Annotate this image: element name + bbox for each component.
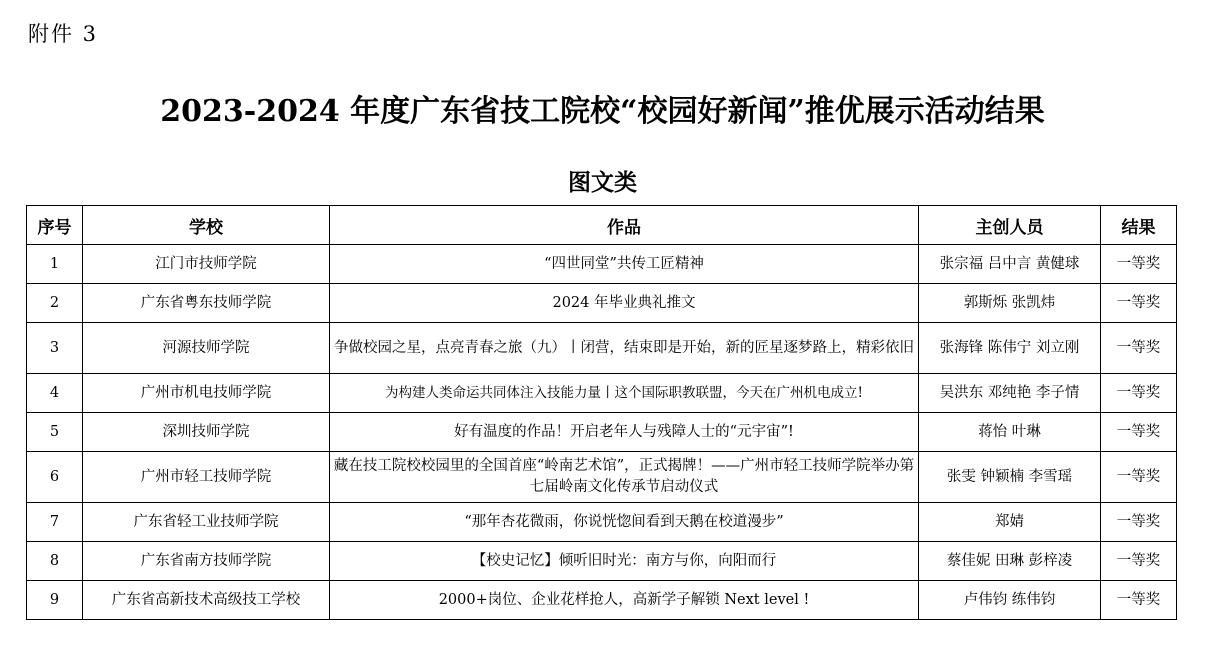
column-header-creators: 主创人员 [919, 206, 1101, 245]
cell-work: 2000+岗位、企业花样抢人，高新学子解锁 Next level ! [330, 581, 919, 620]
cell-school: 深圳技师学院 [83, 413, 330, 452]
table-row [27, 413, 1177, 452]
table-row [27, 542, 1177, 581]
cell-result: 一等奖 [1101, 413, 1177, 452]
table-row [27, 245, 1177, 284]
table-row [27, 323, 1177, 374]
cell-no: 1 [27, 245, 83, 284]
cell-creators: 张雯 钟颖楠 李雪瑶 [919, 452, 1101, 503]
cell-creators: 张海锋 陈伟宁 刘立刚 [919, 323, 1101, 374]
cell-no: 4 [27, 374, 83, 413]
cell-no: 7 [27, 503, 83, 542]
cell-no: 8 [27, 542, 83, 581]
cell-school: 广东省南方技师学院 [83, 542, 330, 581]
cell-work: 2024 年毕业典礼推文 [330, 284, 919, 323]
cell-no: 5 [27, 413, 83, 452]
cell-no: 3 [27, 323, 83, 374]
table-row [27, 503, 1177, 542]
cell-creators: 郑婧 [919, 503, 1101, 542]
cell-school: 广东省高新技术高级技工学校 [83, 581, 330, 620]
cell-no: 9 [27, 581, 83, 620]
cell-work: “那年杏花微雨，你说恍惚间看到天鹅在校道漫步” [330, 503, 919, 542]
cell-creators: 张宗福 吕中言 黄健球 [919, 245, 1101, 284]
cell-work: 藏在技工院校校园里的全国首座“岭南艺术馆”，正式揭牌！——广州市轻工技师学院举办第七届岭南文化传承节启动仪式 [330, 452, 919, 503]
cell-result: 一等奖 [1101, 374, 1177, 413]
cell-work: “四世同堂”共传工匠精神 [330, 245, 919, 284]
cell-creators: 吴洪东 邓纯艳 李子情 [919, 374, 1101, 413]
page-title: 2023-2024 年度广东省技工院校“校园好新闻”推优展示活动结果 [160, 94, 1045, 129]
cell-result: 一等奖 [1101, 452, 1177, 503]
cell-creators: 蒋怡 叶琳 [919, 413, 1101, 452]
cell-work: 为构建人类命运共同体注入技能力量丨这个国际职教联盟，今天在广州机电成立! [330, 374, 919, 413]
cell-school: 广州市轻工技师学院 [83, 452, 330, 503]
category-title: 图文类 [568, 169, 637, 196]
cell-no: 6 [27, 452, 83, 503]
table-row [27, 452, 1177, 503]
cell-creators: 卢伟钧 练伟钧 [919, 581, 1101, 620]
cell-result: 一等奖 [1101, 581, 1177, 620]
cell-school: 广州市机电技师学院 [83, 374, 330, 413]
cell-result: 一等奖 [1101, 542, 1177, 581]
cell-work: 争做校园之星，点亮青春之旅（九）丨闭营，结束即是开始，新的匠星逐梦路上，精彩依旧 [330, 323, 919, 374]
results-table [26, 205, 1177, 620]
table-row [27, 374, 1177, 413]
cell-work: 好有温度的作品！开启老年人与残障人士的“元宇宙”! [330, 413, 919, 452]
cell-school: 广东省轻工业技师学院 [83, 503, 330, 542]
cell-creators: 蔡佳妮 田琳 彭梓凌 [919, 542, 1101, 581]
attachment-label: 附件 3 [28, 22, 99, 46]
cell-result: 一等奖 [1101, 245, 1177, 284]
cell-work: 【校史记忆】倾听旧时光：南方与你，向阳而行 [330, 542, 919, 581]
cell-result: 一等奖 [1101, 503, 1177, 542]
column-header-result: 结果 [1101, 206, 1177, 245]
table-row [27, 284, 1177, 323]
column-header-work: 作品 [330, 206, 919, 245]
table-row [27, 581, 1177, 620]
cell-result: 一等奖 [1101, 323, 1177, 374]
table-header-row [27, 206, 1177, 245]
column-header-no: 序号 [27, 206, 83, 245]
cell-school: 河源技师学院 [83, 323, 330, 374]
cell-creators: 郭斯烁 张凯炜 [919, 284, 1101, 323]
cell-school: 广东省粤东技师学院 [83, 284, 330, 323]
cell-school: 江门市技师学院 [83, 245, 330, 284]
cell-no: 2 [27, 284, 83, 323]
cell-result: 一等奖 [1101, 284, 1177, 323]
column-header-school: 学校 [83, 206, 330, 245]
